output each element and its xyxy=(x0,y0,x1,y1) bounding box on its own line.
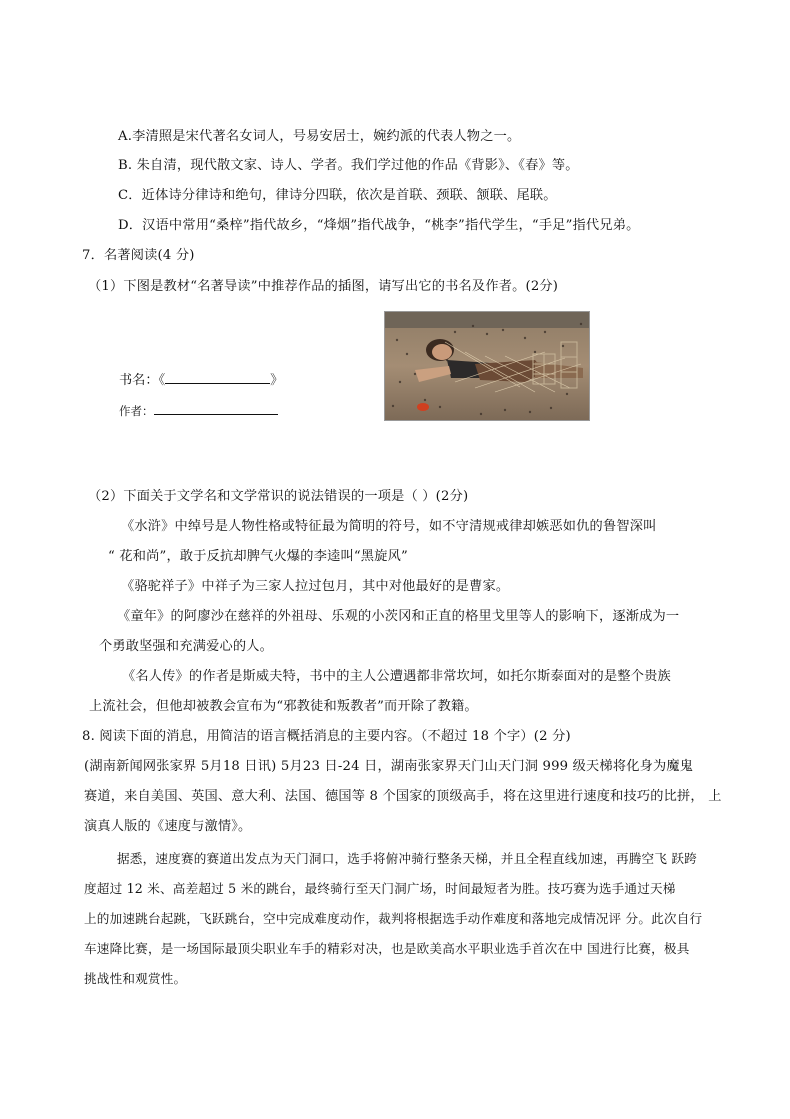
item-a-line2: “ 花和尚”，敢于反抗却脾气火爆的李逵叫“黑旋风” xyxy=(108,549,408,564)
author-blank[interactable] xyxy=(154,400,278,415)
item-a-line1: 《水浒》中绰号是人物性格或特征最为简明的符号，如不守清规戒律却嫉恶如仇的鲁智深叫 xyxy=(121,519,657,534)
news-p1-line3: 演真人版的《速度与激情》。 xyxy=(84,819,252,834)
question-7-part1: （1）下图是教材“名著导读”中推荐作品的插图，请写出它的书名及作者。(2分) xyxy=(88,279,559,294)
author-label xyxy=(119,400,278,420)
book-title-prefix: 书名：《 xyxy=(119,373,166,388)
item-d-line2: 上流社会，但他却被教会宣布为“邪教徒和叛教者”而开除了教籍。 xyxy=(89,699,478,714)
question-8-title: 8. 阅读下面的消息，用简洁的语言概括消息的主要内容。（不超过 18 个字）(2 分) xyxy=(82,729,571,744)
book-title-label xyxy=(119,369,283,390)
news-p2-line3: 上的加速跳台起跳，飞跃跳台，空中完成难度动作，裁判将根据选手动作难度和落地完成情况评 分。此次自行 xyxy=(84,911,703,926)
news-p2-line2: 度超过 12 米、高差超过 5 米的跳台，最终骑行至天门洞广场，时间最短者为胜。技巧赛为选手通过天梯 xyxy=(84,881,676,896)
news-p2-line5: 挑战性和观赏性。 xyxy=(84,971,187,986)
option-a: A.李清照是宋代著名女词人，号易安居士，婉约派的代表人物之一。 xyxy=(118,129,521,144)
author-prefix: 作者： xyxy=(119,404,154,418)
item-c-line1: 《童年》的阿廖沙在慈祥的外祖母、乐观的小茨冈和正直的格里戈里等人的影响下，逐渐成为一 xyxy=(117,609,680,624)
question-7-title: 7．名著阅读(4 分) xyxy=(82,248,195,263)
news-p2-line4: 车速降比赛，是一场国际最顶尖职业车手的精彩对决，也是欧美高水平职业选手首次在中 国进行比赛，极具 xyxy=(84,941,690,956)
option-c: C．近体诗分律诗和绝句，律诗分四联，依次是首联、颈联、颔联、尾联。 xyxy=(118,188,557,203)
question-7-part2: （2）下面关于文学名和文学常识的说法错误的一项是（ ）(2分) xyxy=(88,489,469,504)
item-d-line1: 《名人传》的作者是斯威夫特，书中的主人公遭遇都非常坎坷，如托尔斯泰面对的是整个贵族 xyxy=(122,669,671,684)
option-d: D．汉语中常用“桑梓”指代故乡，“烽烟”指代战争，“桃李”指代学生，“手足”指代兄弟。 xyxy=(118,218,640,233)
news-p2-line1: 据悉，速度赛的赛道出发点为天门洞口，选手将俯冲骑行整条天梯，并且全程直线加速，再腾空飞 跃跨 xyxy=(117,851,697,866)
item-c-line2: 个勇敢坚强和充满爱心的人。 xyxy=(99,639,274,654)
gulliver-illustration xyxy=(384,311,590,421)
option-b: B. 朱自清，现代散文家、诗人、学者。我们学过他的作品《背影》、《春》等。 xyxy=(118,158,579,173)
book-title-suffix: 》 xyxy=(270,373,284,388)
item-b: 《骆驼祥子》中祥子为三家人拉过包月，其中对他最好的是曹家。 xyxy=(121,579,510,594)
book-title-blank[interactable] xyxy=(165,369,270,384)
news-p1-line2: 赛道，来自美国、英国、意大利、法国、德国等 8 个国家的顶级高手，将在这里进行速度和技巧的比拼， 上 xyxy=(84,789,722,804)
news-p1-line1: (湖南新闻网张家界 5月18 日讯) 5月23 日-24 日，湖南张家界天门山天门洞 999 级天梯将化身为魔鬼 xyxy=(84,759,694,774)
